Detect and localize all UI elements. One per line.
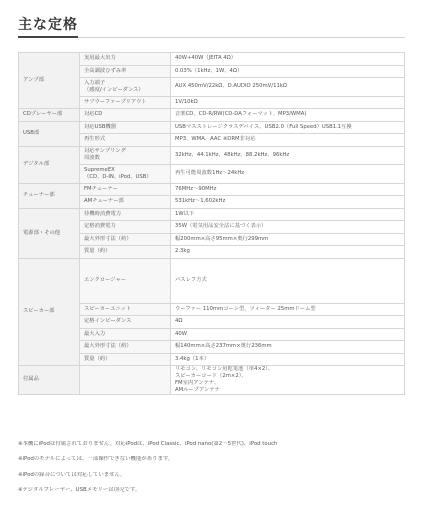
spec-item-label: 質量（約） <box>80 246 171 259</box>
title-divider <box>18 37 405 38</box>
spec-item-label: エンクロージャー <box>80 258 171 303</box>
spec-item-label: 最大入力 <box>80 328 171 341</box>
spec-item-value: 3.4kg（1本） <box>171 353 405 366</box>
spec-item-value: ウーファー 110mmコーン型、ツィーター 25mmドーム型 <box>171 303 405 316</box>
spec-table-body <box>19 53 405 395</box>
spec-item-value: 1V/10kΩ <box>171 96 405 109</box>
table-row <box>19 183 405 196</box>
spec-item-value: USBマスストレージクラスデバイス、USB2.0（Full Speed）USB1.1互換 <box>171 121 405 134</box>
spec-item-label: 定格インピーダンス <box>80 316 171 329</box>
spec-item-label: 最大外形寸法（約） <box>80 341 171 354</box>
spec-item-label: SupremeEX （CD、D-IN、iPod、USB） <box>80 165 171 184</box>
section-label: スピーカー部 <box>19 258 80 366</box>
spec-item-label: 質量（約） <box>80 353 171 366</box>
spec-item-value: 再生可能周波数1Hz〜24kHz <box>171 165 405 184</box>
section-label: チューナー部 <box>19 183 80 208</box>
spec-item-label: 定格消費電力 <box>80 221 171 234</box>
section-label: CDプレーヤー部 <box>19 109 80 122</box>
section-label: USB部 <box>19 121 80 146</box>
spec-item-value: 76MHz〜90MHz <box>171 183 405 196</box>
spec-item-value: 531kHz〜1,602kHz <box>171 196 405 209</box>
spec-item-label: 最大外形寸法（約） <box>80 233 171 246</box>
table-row <box>19 53 405 66</box>
spec-item-value: 40W <box>171 328 405 341</box>
spec-item-value: AUX 450mV/22kΩ、D.AUDIO 250mV/11kΩ <box>171 78 405 97</box>
spec-item-value: リモコン、リモコン用乾電池（単4×2）、 スピーカーコード（2m×2）、 FM室内アンテナ、 AMループアンテナ <box>171 366 405 395</box>
spec-item-label: 対応サンプリング 周波数 <box>80 146 171 165</box>
spec-item-value: バスレフ方式 <box>171 258 405 303</box>
table-row <box>19 208 405 221</box>
spec-item-label: 再生形式 <box>80 134 171 147</box>
spec-item-value: 0.03%（1kHz、1W、4Ω） <box>171 65 405 78</box>
spec-item-value: 幅200mm×高さ95mm×奥行299mm <box>171 233 405 246</box>
spec-item-label: AMチューナー部 <box>80 196 171 209</box>
spec-item-value: 1W以下 <box>171 208 405 221</box>
note-item: ※デジタルプレーヤー、USBメモリーは別売です。 <box>18 487 141 494</box>
note-item: ※本機にiPodは付属されておりません。対応iPodは、iPod Classic、iPod nano(第2〜5世代)、iPod touch <box>18 441 278 447</box>
section-label: 付属品 <box>19 366 80 395</box>
table-row <box>19 366 405 395</box>
spec-item-label: 全高調波ひずみ率 <box>80 65 171 78</box>
spec-item-value: 40W+40W（JEITA 4Ω） <box>171 53 405 66</box>
spec-item-label: スピーカーユニット <box>80 303 171 316</box>
spec-item-value: 幅140mm×高さ237mm×奥行236mm <box>171 341 405 354</box>
spec-table <box>18 52 405 395</box>
spec-item-label: 入力端子 （感度/インピーダンス） <box>80 78 171 97</box>
spec-item-value: 音楽CD、CD-R/RW(CD-DAフォーマット、MP3/WMA) <box>171 109 405 122</box>
spec-item-value: 35W（電気用品安全法に基づく表示） <box>171 221 405 234</box>
table-row <box>19 146 405 165</box>
section-label: デジタル部 <box>19 146 80 183</box>
table-row <box>19 258 405 303</box>
note-item: ※iPodの録音については対応していません。 <box>18 471 126 478</box>
spec-item-label: 対応CD <box>80 109 171 122</box>
spec-item-label: 対応USB機器 <box>80 121 171 134</box>
spec-item-label: FMチューナー <box>80 183 171 196</box>
spec-item-value: MP3、WMA、AAC ※DRM非対応 <box>171 134 405 147</box>
spec-item-value: 32kHz、44.1kHz、48kHz、88.2kHz、96kHz <box>171 146 405 165</box>
table-row <box>19 109 405 122</box>
spec-item-label <box>80 366 171 395</box>
spec-item-label: サブウーファープリアウト <box>80 96 171 109</box>
section-label: 電源部・その他 <box>19 208 80 258</box>
spec-item-value: 2.3kg <box>171 246 405 259</box>
spec-item-label: 実用最大出力 <box>80 53 171 66</box>
note-item: ※iPodのモデルによっては、一部操作できない機能があります。 <box>18 456 174 463</box>
section-label: アンプ部 <box>19 53 80 109</box>
spec-item-value: 4Ω <box>171 316 405 329</box>
table-row <box>19 121 405 134</box>
page-title: 主な定格 <box>18 17 78 33</box>
spec-item-label: 待機時消費電力 <box>80 208 171 221</box>
notes <box>18 441 413 503</box>
